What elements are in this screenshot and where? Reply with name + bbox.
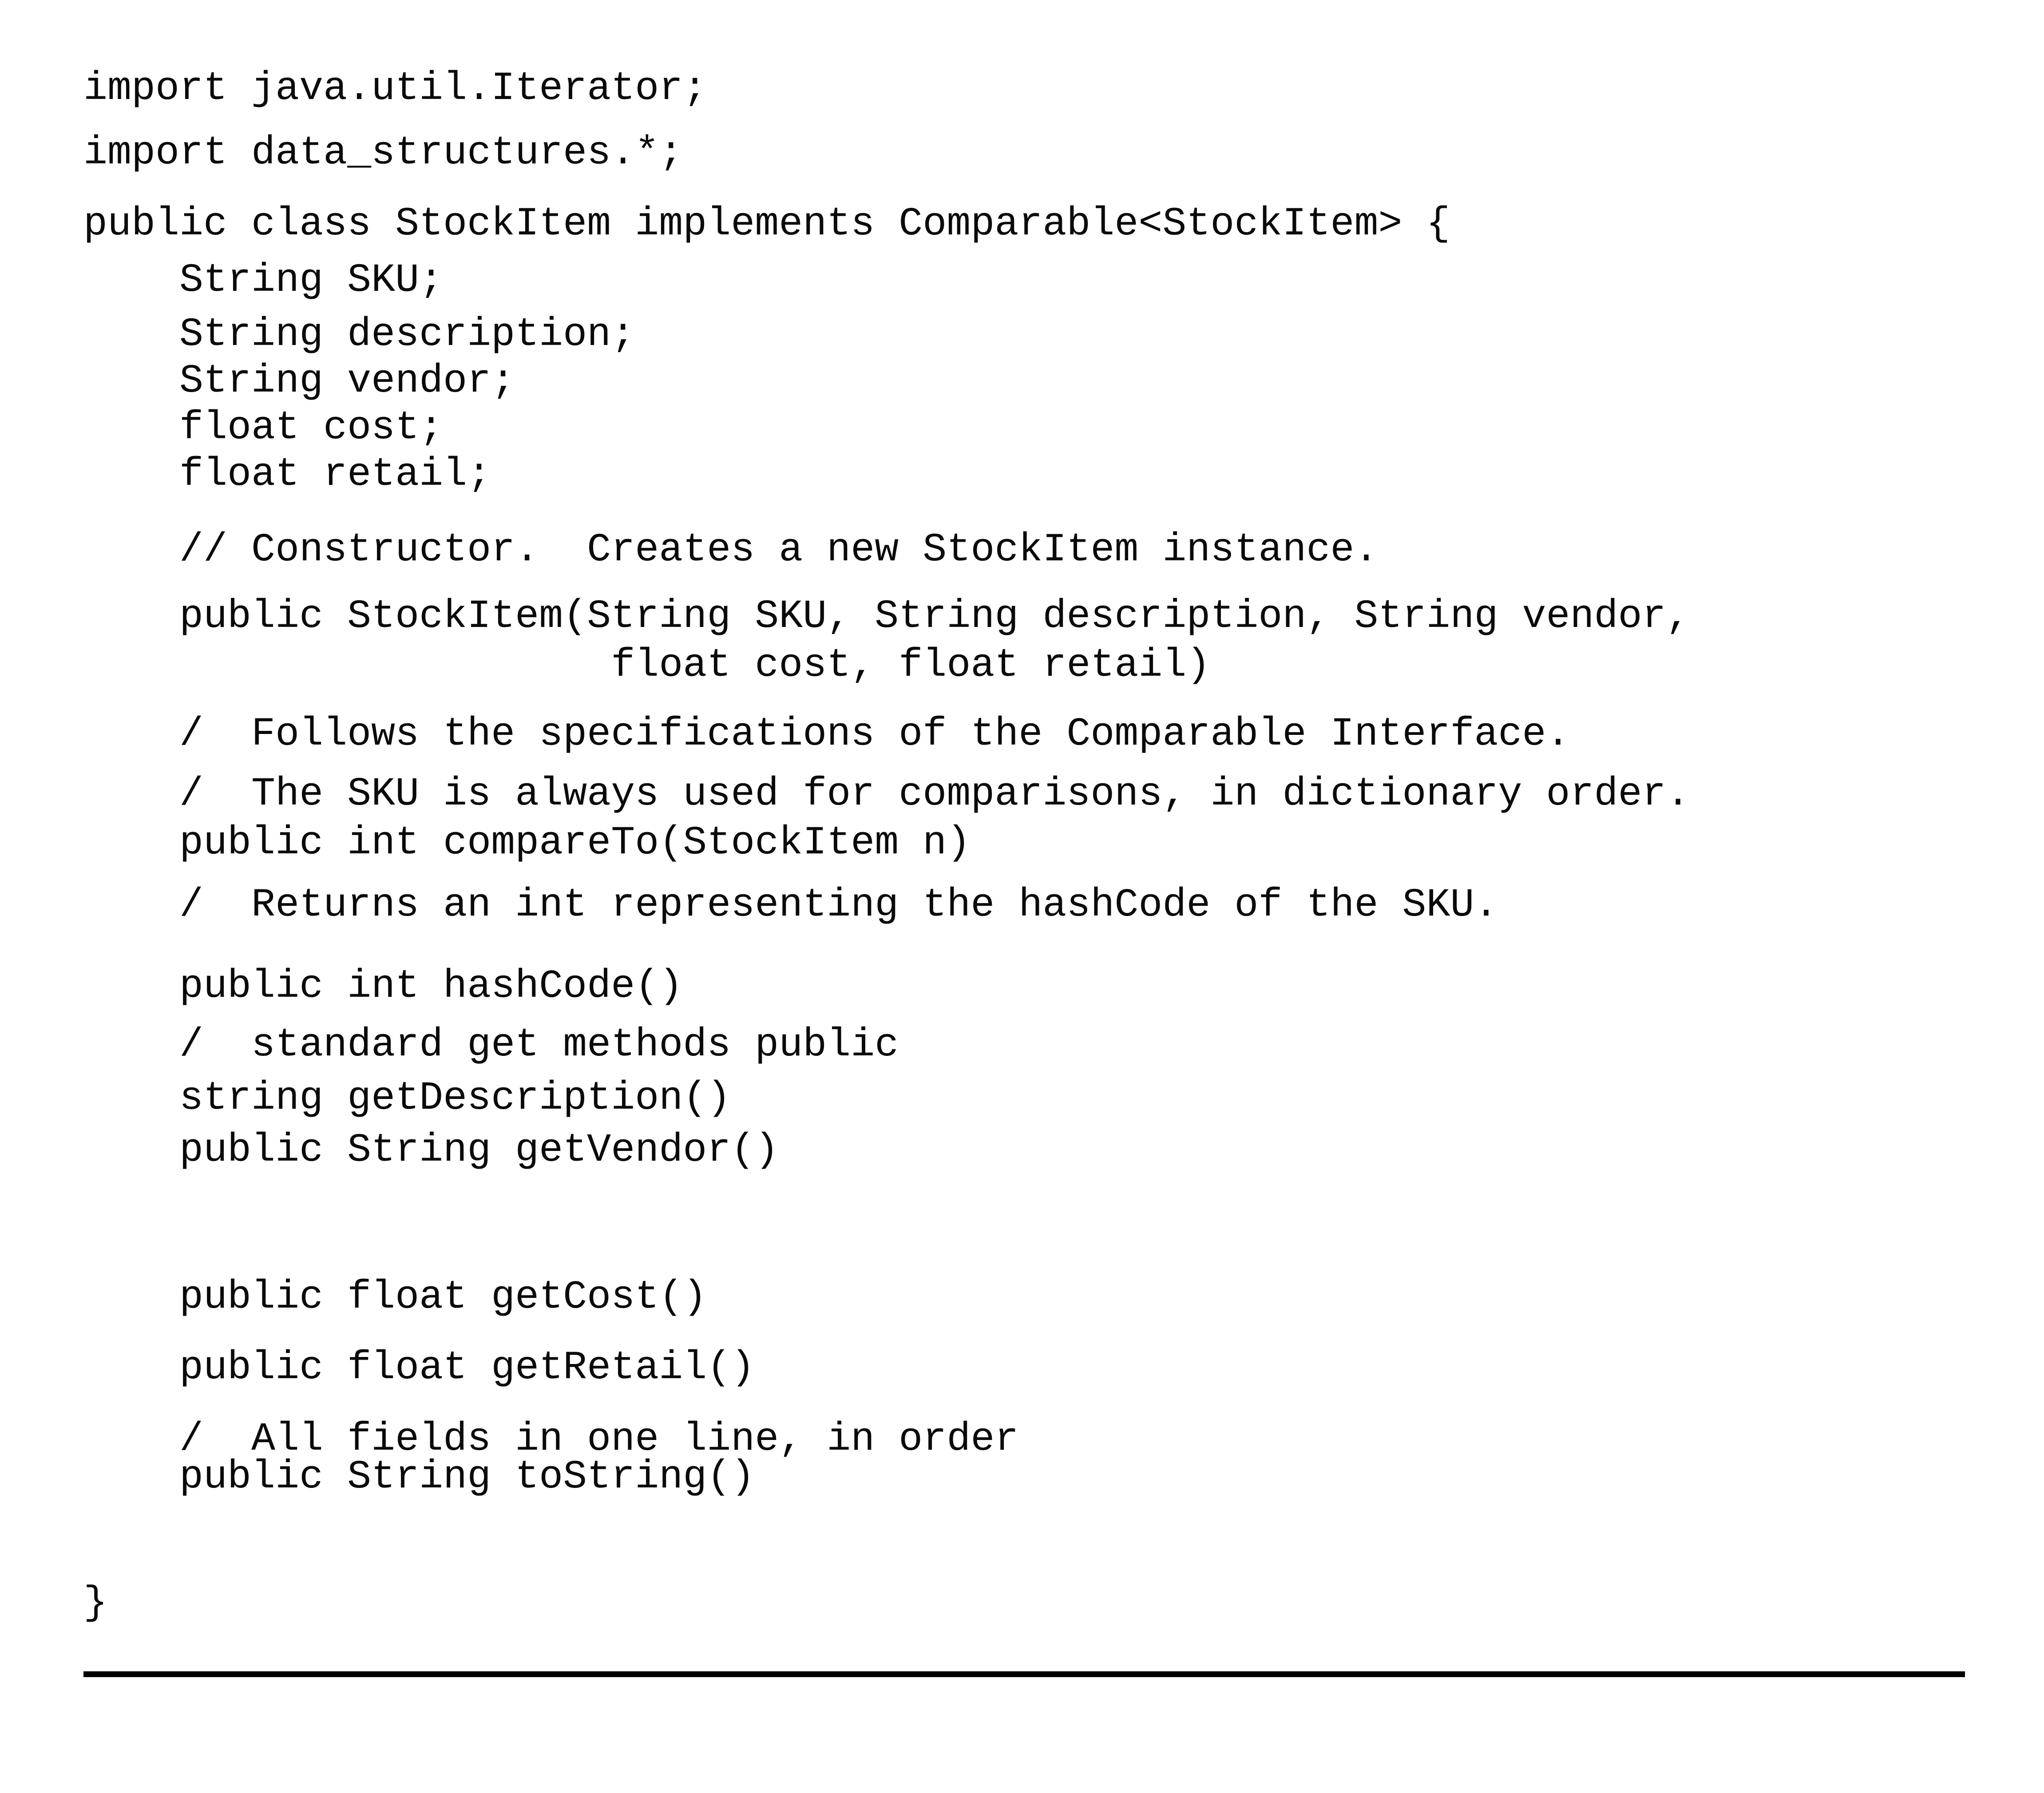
code-line-hashcode-comment: / Returns an int representing the hashCode of the SKU.	[83, 883, 1498, 928]
code-line-tostring-comment: / All fields in one line, in order	[83, 1417, 1019, 1462]
code-line-field-retail: float retail;	[83, 452, 491, 497]
code-line-getretail: public float getRetail()	[83, 1345, 755, 1391]
code-line-closing-brace: }	[83, 1581, 108, 1626]
code-line-getdescription: string getDescription()	[83, 1076, 731, 1121]
code-line-import-iterator: import java.util.Iterator;	[83, 66, 707, 111]
code-line-getcost: public float getCost()	[83, 1275, 707, 1320]
code-line-constructor-signature: public StockItem(String SKU, String description, String vendor,	[83, 594, 1690, 639]
code-line-class-declaration: public class StockItem implements Comparable<StockItem> {	[83, 202, 1450, 247]
code-line-constructor-comment: // Constructor. Creates a new StockItem instance.	[83, 528, 1379, 573]
code-line-field-description: String description;	[83, 312, 635, 357]
code-line-compareto-comment-2: / The SKU is always used for comparisons, in dictionary order.	[83, 772, 1690, 817]
code-line-getvendor: public String getVendor()	[83, 1128, 779, 1173]
code-line-compareto-signature: public int compareTo(StockItem n)	[83, 821, 971, 866]
code-line-hashcode-signature: public int hashCode()	[83, 964, 683, 1009]
horizontal-divider-rule	[83, 1671, 1965, 1677]
code-line-tostring-signature: public String toString()	[83, 1455, 755, 1500]
code-line-getters-comment: / standard get methods public	[83, 1023, 899, 1068]
code-line-compareto-comment-1: / Follows the specifications of the Comparable Interface.	[83, 712, 1570, 757]
code-listing	[83, 66, 2044, 1627]
code-line-import-data-structures: import data_structures.*;	[83, 131, 683, 176]
code-line-field-vendor: String vendor;	[83, 359, 515, 404]
code-line-constructor-params: float cost, float retail)	[83, 643, 1211, 688]
code-line-field-sku: String SKU;	[83, 258, 444, 303]
code-line-field-cost: float cost;	[83, 405, 444, 451]
